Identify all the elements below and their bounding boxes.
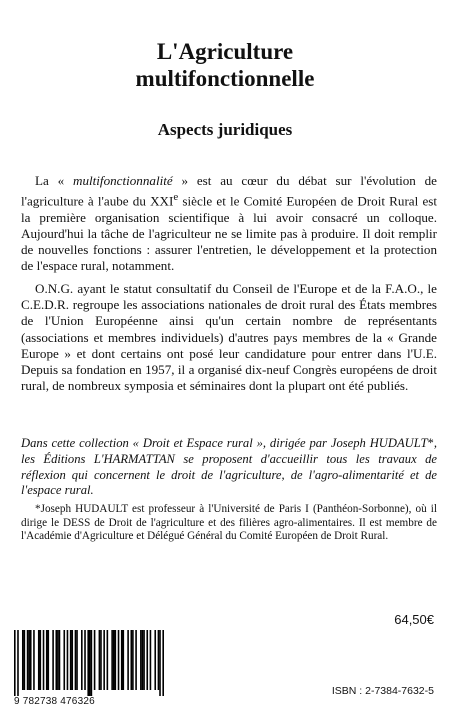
barcode-bar bbox=[27, 630, 29, 690]
barcode-bar bbox=[162, 630, 164, 696]
barcode-bar bbox=[46, 630, 48, 690]
p1-pre: La « bbox=[35, 173, 74, 188]
barcode-bar bbox=[75, 630, 77, 690]
barcode-bar bbox=[94, 630, 96, 690]
barcode-bar bbox=[84, 630, 86, 690]
barcode-bar bbox=[59, 630, 61, 690]
barcode-bar bbox=[67, 630, 69, 690]
collection-note bbox=[21, 436, 437, 499]
barcode-bar bbox=[127, 630, 129, 690]
barcode-bar bbox=[63, 630, 65, 690]
barcode-bar bbox=[52, 630, 54, 690]
barcode-bar bbox=[121, 630, 123, 690]
barcode-graphic bbox=[14, 630, 164, 706]
barcode-svg bbox=[14, 630, 164, 696]
collection-part-2: , les Éditions L'HARMATTAN se proposent d'accueillir tous les travaux de réflexion qui concernent le droit de l'agriculture, de l'agro-alimentarité et de l'espace rural. bbox=[21, 436, 437, 498]
barcode-bar bbox=[87, 630, 89, 696]
barcode-bar bbox=[14, 630, 16, 696]
barcode-bar bbox=[118, 630, 120, 690]
barcode-digits: 9 782738 476326 bbox=[14, 696, 95, 707]
barcode-bar bbox=[99, 630, 101, 690]
title-line-1: L'Agriculture bbox=[156, 39, 294, 64]
price-label: 64,50€ bbox=[394, 612, 434, 627]
barcode-bar bbox=[33, 630, 35, 690]
collection-star: * bbox=[427, 436, 434, 450]
barcode-bar bbox=[70, 630, 72, 690]
p1-post: siècle et le Comité Européen de Droit Rural est la première organisation scientifique à lui avoir consacré un colloque. Aujourd'hui la tâche de l'agriculteur ne se limite pas à produire. Il doit remplir de nouvelles fonctions : assurer l'entretien, le développement et la protection de l'espace rural, notamment. bbox=[21, 193, 437, 274]
barcode-bar bbox=[17, 630, 19, 696]
barcode-bar bbox=[158, 630, 160, 690]
collection-part-1: Dans cette collection « Droit et Espace rural », dirigée par Joseph HUDAULT bbox=[21, 436, 428, 450]
p1-mid: » est au cœur du débat sur l'évolution de l'agriculture à l'aube du XXI bbox=[21, 173, 437, 209]
barcode-bar bbox=[140, 630, 142, 690]
barcode-bar bbox=[103, 630, 105, 690]
barcode-bar bbox=[146, 630, 148, 690]
barcode-bar bbox=[154, 630, 156, 690]
barcode-bar bbox=[91, 630, 93, 696]
barcode-bar bbox=[22, 630, 24, 690]
barcode-bar bbox=[71, 630, 73, 690]
barcode-bar bbox=[107, 630, 109, 690]
barcode-bar bbox=[132, 630, 134, 690]
barcode-bar bbox=[150, 630, 152, 690]
barcode-bar bbox=[100, 630, 102, 690]
barcode-bar bbox=[24, 630, 26, 690]
title-line-2: multifonctionnelle bbox=[135, 66, 315, 91]
barcode-bar bbox=[143, 630, 145, 690]
barcode-bar bbox=[57, 630, 59, 690]
barcode-bar bbox=[142, 630, 144, 690]
barcode-bar bbox=[28, 630, 30, 690]
barcode-bar bbox=[115, 630, 117, 690]
description-paragraph-1 bbox=[21, 173, 437, 275]
barcode-bar bbox=[113, 630, 115, 690]
isbn-label: ISBN : 2-7384-7632-5 bbox=[331, 685, 434, 697]
barcode-bar bbox=[40, 630, 42, 690]
barcode-bar bbox=[76, 630, 78, 690]
barcode-bar bbox=[55, 630, 57, 690]
barcode-bar bbox=[81, 630, 83, 690]
barcode-bar bbox=[159, 630, 161, 696]
book-subtitle: Aspects juridiques bbox=[157, 120, 293, 139]
barcode-bar bbox=[130, 630, 132, 690]
barcode-bar bbox=[123, 630, 125, 690]
p1-century-sup: e bbox=[173, 191, 179, 204]
p1-italic-term: multifonctionnalité bbox=[73, 173, 173, 188]
barcode-bar bbox=[43, 630, 45, 690]
barcode-bar bbox=[38, 630, 40, 690]
barcode-bar bbox=[30, 630, 32, 690]
barcode-bar bbox=[89, 630, 91, 696]
barcode-bar bbox=[111, 630, 113, 690]
book-title bbox=[0, 38, 450, 92]
barcode-bar bbox=[135, 630, 137, 690]
barcode-bar bbox=[48, 630, 50, 690]
author-footnote: *Joseph HUDAULT est professeur à l'Université de Paris I (Panthéon-Sorbonne), où il dirige le DESS de Droit de l'agriculture et des filières agro-alimentaires. Il est membre de l'Académie d'Agriculture et Délégué Général du Comité Européen de Droit Rural. bbox=[21, 503, 437, 543]
description-paragraph-2: O.N.G. ayant le statut consultatif du Conseil de l'Europe et de la F.A.O., le C.E.D.R. regroupe les associations nationales de droit rural des États membres de l'Union Européenne ainsi qu'un certain nombre de représentants (associations et membres individuels) d'autres pays membres de la « Grande Europe » et dont certains ont posé leur candidature pour entrer dans l'U.E. Depuis sa fondation en 1957, il a organisé dix-neuf Congrès européens de droit rural, de nombreux symposia et séminaires dont la plupart ont été publiés. bbox=[21, 281, 437, 394]
